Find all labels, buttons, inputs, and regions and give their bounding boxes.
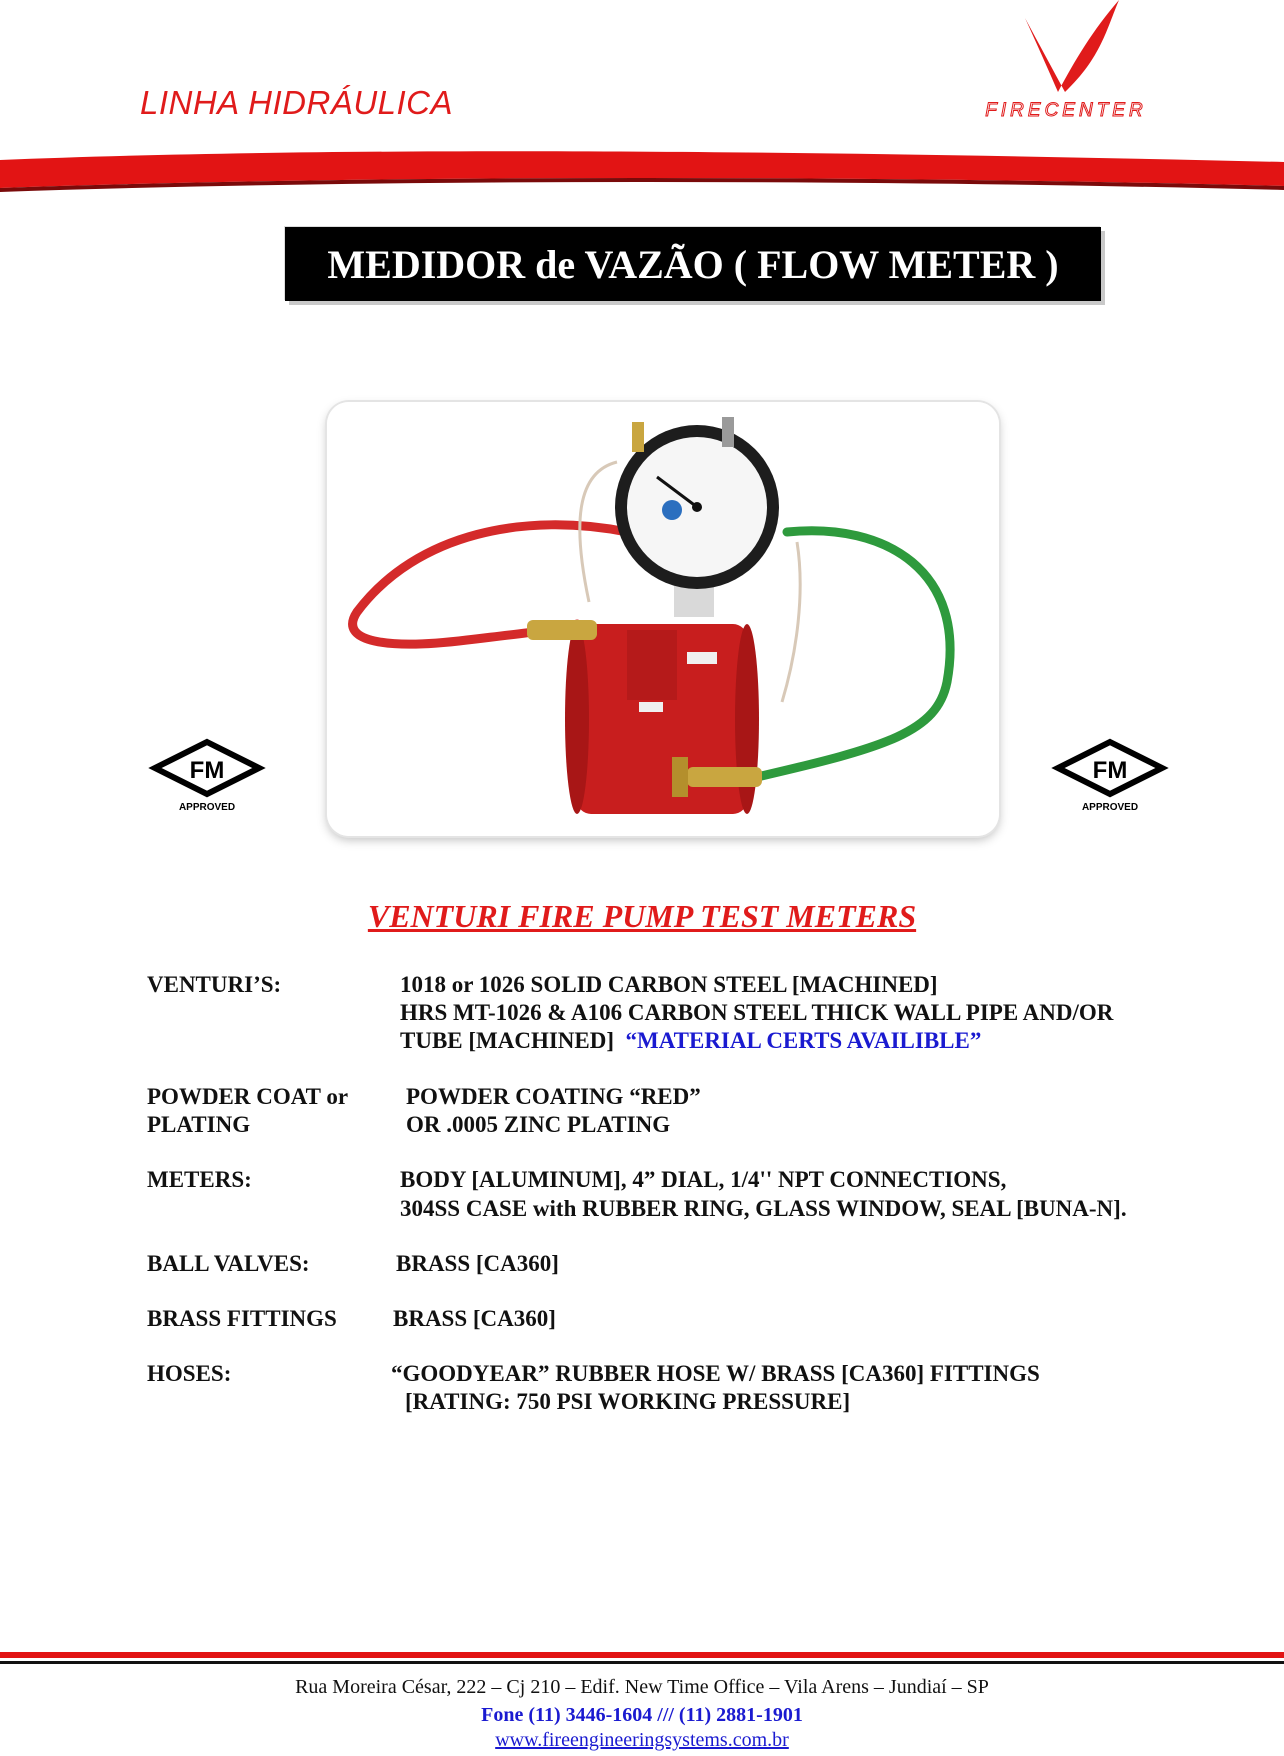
spec-value-line: HRS MT-1026 & A106 CARBON STEEL THICK WALL PIPE AND/OR bbox=[400, 1000, 1114, 1025]
spec-value-line bbox=[400, 1027, 981, 1055]
fm-approved-icon bbox=[147, 738, 267, 818]
spec-label-hoses: HOSES: bbox=[147, 1361, 232, 1386]
document-title-box bbox=[285, 227, 1101, 301]
spec-value-line: BRASS [CA360] bbox=[396, 1251, 559, 1276]
fm-approved-icon bbox=[1050, 738, 1170, 818]
approved-text: APPROVED bbox=[1081, 802, 1139, 813]
firecenter-logo bbox=[935, 0, 1205, 130]
footer-website-link[interactable]: www.fireengineeringsystems.com.br bbox=[495, 1729, 789, 1751]
document-title: MEDIDOR de VAZÃO ( FLOW METER ) bbox=[327, 241, 1059, 287]
fm-text: FM bbox=[1092, 757, 1128, 784]
spec-label-meters: METERS: bbox=[147, 1167, 252, 1192]
fm-text: FM bbox=[189, 757, 225, 784]
header-red-band bbox=[0, 148, 1284, 192]
footer-divider bbox=[0, 1652, 1284, 1668]
header-title: LINHA HIDRÁULICA bbox=[140, 84, 454, 121]
spec-label-powder-coat: PLATING bbox=[147, 1112, 251, 1137]
approved-text: APPROVED bbox=[178, 802, 236, 813]
spec-label-venturis: VENTURI’S: bbox=[147, 972, 282, 997]
spec-value-line: POWDER COATING “RED” bbox=[406, 1084, 701, 1109]
flow-meter-photo bbox=[327, 402, 999, 836]
material-certs-note: “MATERIAL CERTS AVAILIBLE” bbox=[625, 1028, 982, 1053]
spec-label-ball-valves: BALL VALVES: bbox=[147, 1251, 310, 1276]
spec-value-line: BODY [ALUMINUM], 4” DIAL, 1/4'' NPT CONNECTIONS, bbox=[400, 1167, 1007, 1192]
spec-label-brass-fittings: BRASS FITTINGS bbox=[147, 1306, 337, 1331]
spec-value-line: [RATING: 750 PSI WORKING PRESSURE] bbox=[405, 1389, 851, 1414]
flow-meter-illustration bbox=[327, 402, 999, 836]
spec-value-line: BRASS [CA360] bbox=[393, 1306, 556, 1331]
spec-label-powder-coat: POWDER COAT or bbox=[147, 1084, 349, 1109]
spec-value-line: OR .0005 ZINC PLATING bbox=[406, 1112, 671, 1137]
section-subtitle: VENTURI FIRE PUMP TEST METERS bbox=[367, 898, 917, 934]
footer-phone: Fone (11) 3446-1604 /// (11) 2881-1901 bbox=[481, 1704, 803, 1726]
spec-value-text: TUBE [MACHINED] bbox=[400, 1028, 615, 1053]
spec-value-line: 304SS CASE with RUBBER RING, GLASS WINDOW, SEAL [BUNA-N]. bbox=[400, 1196, 1127, 1221]
logo-text: FIRECENTER bbox=[985, 100, 1147, 121]
spec-value-line: 1018 or 1026 SOLID CARBON STEEL [MACHINED] bbox=[400, 972, 938, 997]
footer-address: Rua Moreira César, 222 – Cj 210 – Edif. New Time Office – Vila Arens – Jundiaí – SP bbox=[295, 1676, 989, 1698]
spec-value-line: “GOODYEAR” RUBBER HOSE W/ BRASS [CA360] FITTINGS bbox=[391, 1361, 1040, 1386]
flame-v-icon bbox=[935, 0, 1205, 100]
